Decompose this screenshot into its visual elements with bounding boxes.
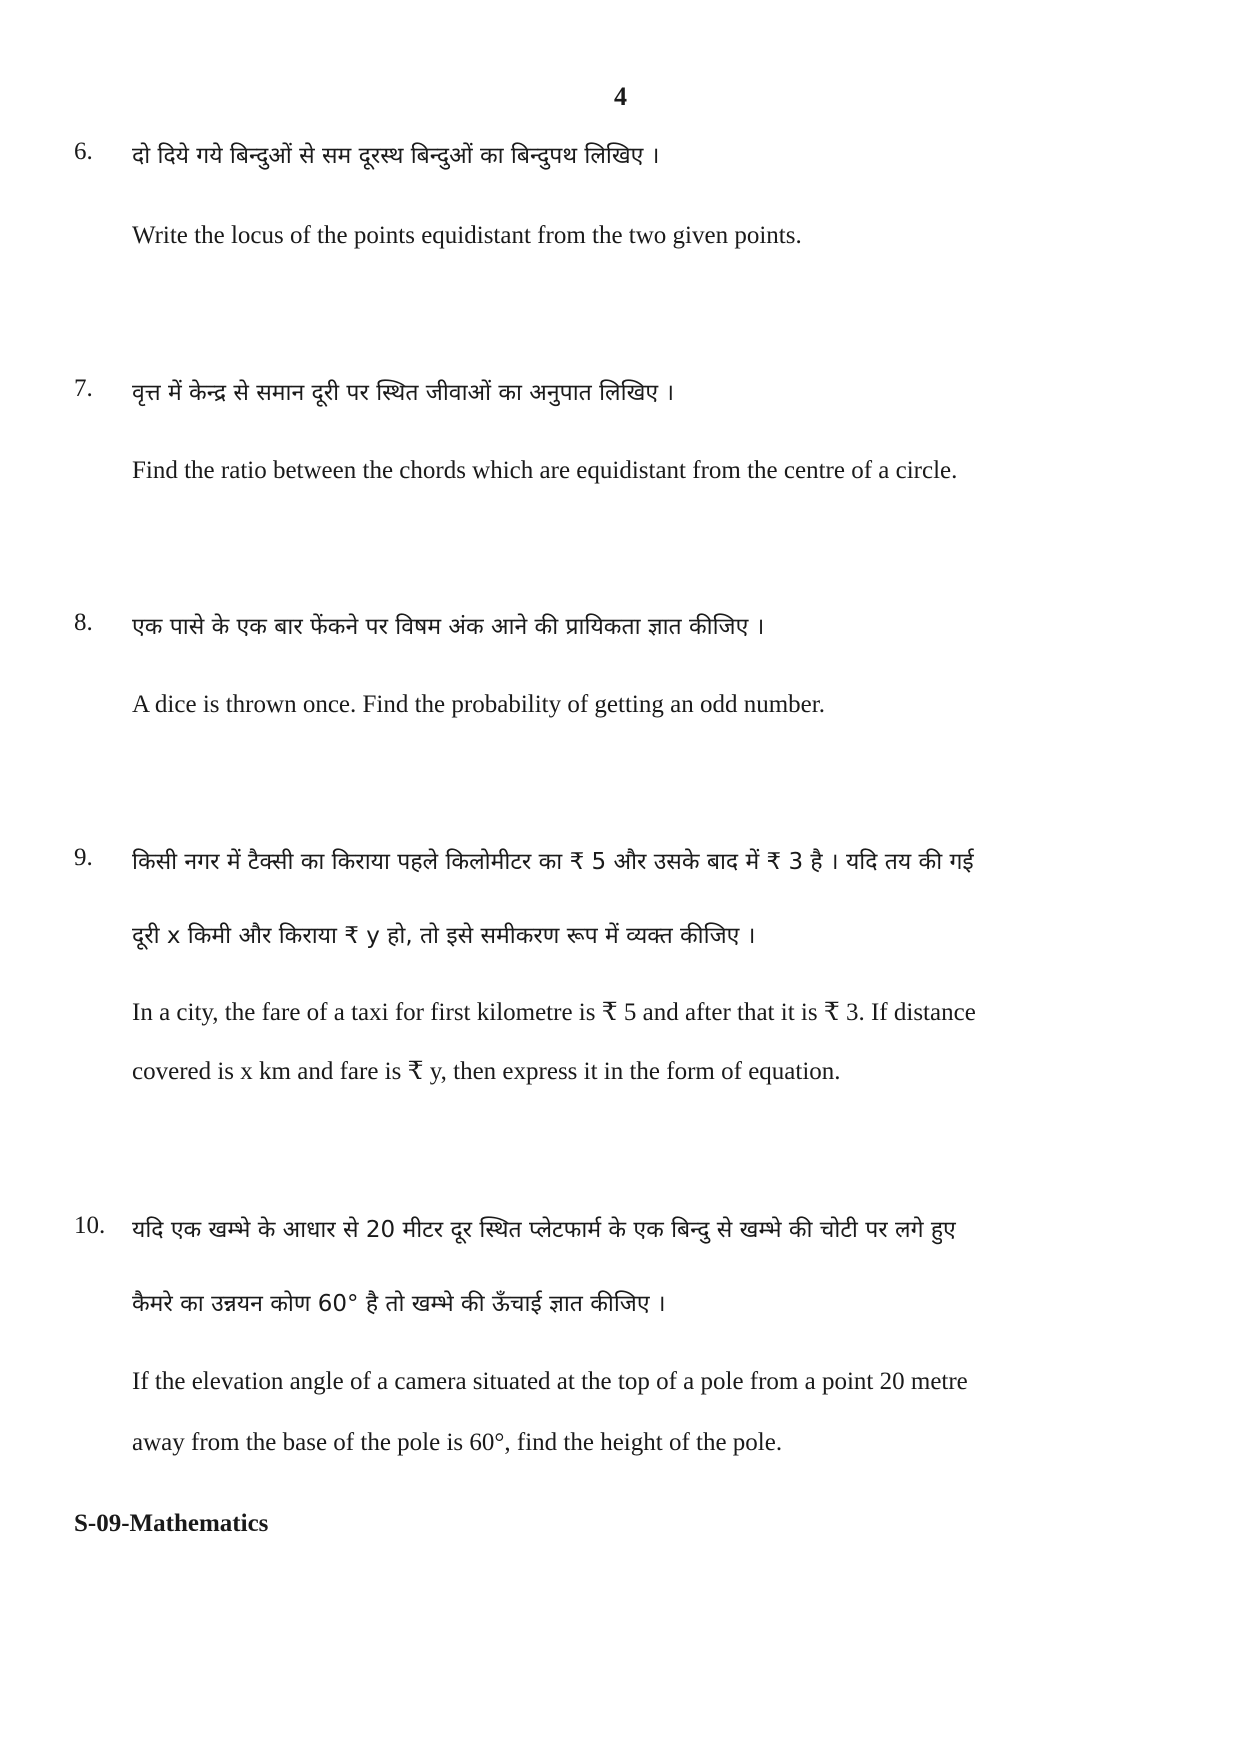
question-text-english: Write the locus of the points equidistant from the two given points.	[132, 222, 802, 249]
question-text-hindi: कैमरे का उन्नयन कोण 60° है तो खम्भे की ऊँचाई ज्ञात कीजिए ।	[132, 1291, 666, 1317]
question-number: 9.	[74, 844, 93, 871]
question-number: 7.	[74, 375, 93, 402]
question-text-hindi: दो दिये गये बिन्दुओं से सम दूरस्थ बिन्दुओं का बिन्दुपथ लिखिए ।	[132, 143, 660, 169]
question-text-english: If the elevation angle of a camera situated at the top of a pole from a point 20 metre	[132, 1368, 968, 1395]
question-text-english: In a city, the fare of a taxi for first kilometre is ₹ 5 and after that it is ₹ 3. If distance	[132, 999, 976, 1026]
question-number: 6.	[74, 138, 93, 165]
question-text-hindi: वृत्त में केन्द्र से समान दूरी पर स्थित जीवाओं का अनुपात लिखिए ।	[132, 380, 675, 406]
page-number: 4	[614, 82, 627, 111]
question-number: 10.	[74, 1212, 106, 1239]
question-number: 8.	[74, 609, 93, 636]
question-text-english: A dice is thrown once. Find the probability of getting an odd number.	[132, 691, 825, 718]
question-text-hindi: एक पासे के एक बार फेंकने पर विषम अंक आने की प्रायिकता ज्ञात कीजिए ।	[132, 614, 765, 640]
question-text-hindi: किसी नगर में टैक्सी का किराया पहले किलोमीटर का ₹ 5 और उसके बाद में ₹ 3 है । यदि तय की गई	[132, 849, 974, 875]
question-text-hindi: दूरी x किमी और किराया ₹ y हो, तो इसे समीकरण रूप में व्यक्त कीजिए ।	[132, 923, 756, 949]
question-text-hindi: यदि एक खम्भे के आधार से 20 मीटर दूर स्थित प्लेटफार्म के एक बिन्दु से खम्भे की चोटी पर लगे हुए	[132, 1217, 956, 1243]
question-text-english: Find the ratio between the chords which are equidistant from the centre of a circle.	[132, 457, 958, 484]
subject-code-footer: S-09-Mathematics	[74, 1510, 269, 1537]
question-text-english: away from the base of the pole is 60°, find the height of the pole.	[132, 1429, 783, 1456]
question-text-english: covered is x km and fare is ₹ y, then express it in the form of equation.	[132, 1058, 841, 1085]
